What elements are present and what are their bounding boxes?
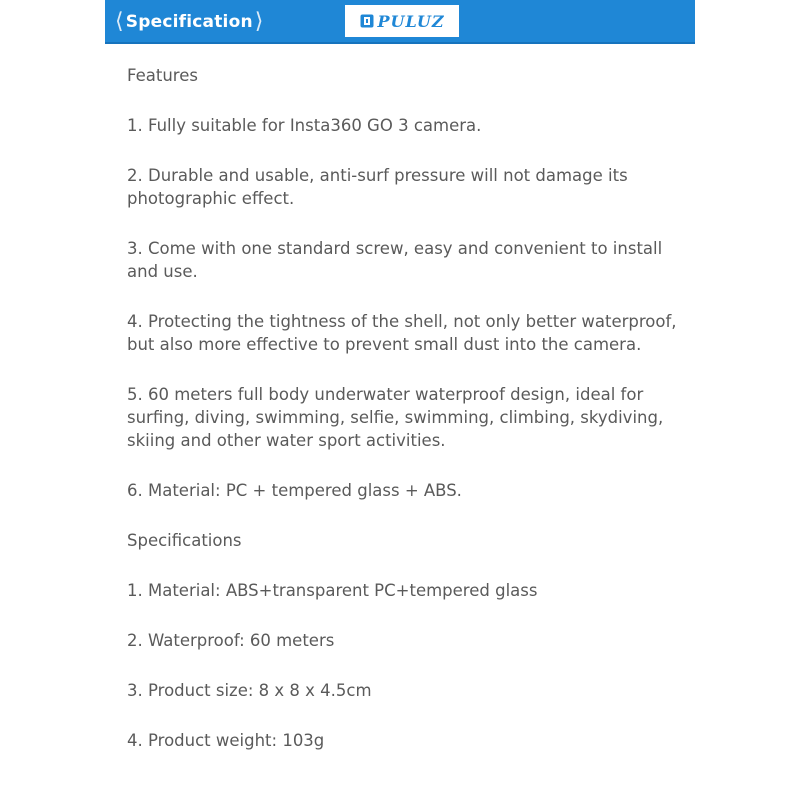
brand-name: PULUZ — [377, 11, 445, 31]
spec-item: 4. Product weight: 103g — [127, 731, 325, 750]
description-content — [127, 64, 687, 779]
brand-logo — [345, 5, 459, 37]
chevron-left-icon: ⟨ — [115, 9, 124, 34]
feature-item: 5. 60 meters full body underwater waterproof design, ideal for surfing, diving, swimming, selfie, swimming, climbing, skydiving, skiing and other water sport activities. — [127, 385, 664, 450]
brand-mark-icon — [360, 14, 374, 28]
feature-item: 4. Protecting the tightness of the shell, not only better waterproof, but also more effective to prevent small dust into the camera. — [127, 312, 677, 354]
spec-item: 1. Material: ABS+transparent PC+tempered glass — [127, 581, 538, 600]
specification-banner — [105, 0, 695, 44]
feature-item: 1. Fully suitable for Insta360 GO 3 camera. — [127, 116, 482, 135]
section-title-text: Specification — [125, 12, 253, 32]
specifications-heading: Specifications — [127, 531, 242, 550]
feature-item: 2. Durable and usable, anti-surf pressure will not damage its photographic effect. — [127, 166, 628, 208]
feature-item: 3. Come with one standard screw, easy and convenient to install and use. — [127, 239, 663, 281]
features-heading: Features — [127, 66, 198, 85]
spec-item: 3. Product size: 8 x 8 x 4.5cm — [127, 681, 372, 700]
section-title — [113, 8, 266, 36]
chevron-right-icon: ⟩ — [254, 9, 264, 34]
feature-item: 6. Material: PC + tempered glass + ABS. — [127, 481, 462, 500]
spec-item: 2. Waterproof: 60 meters — [127, 631, 335, 650]
